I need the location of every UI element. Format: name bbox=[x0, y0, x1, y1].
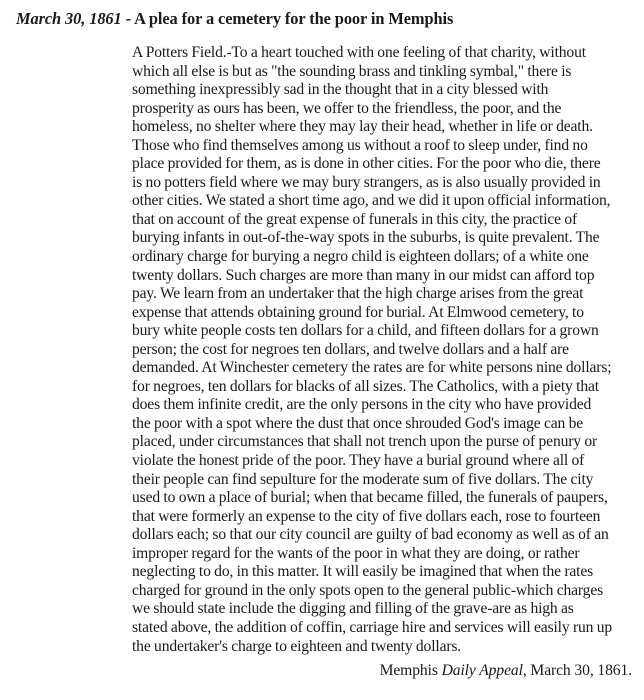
article-line: demanded. At Winchester cemetery the rates are for white persons nine dollars; bbox=[132, 359, 612, 377]
article-line: burying infants in out-of-the-way spots in the suburbs, is quite prevalent. The bbox=[132, 229, 600, 247]
article-line: their people can find sepulture for the moderate sum of five dollars. The city bbox=[132, 470, 594, 488]
heading-date: March 30, 1861 bbox=[16, 9, 122, 28]
article-line: which all else is but as "the sounding brass and tinkling symbal," there is bbox=[132, 62, 572, 80]
citation-city: Memphis bbox=[379, 662, 442, 679]
article-line: place provided for them, as is done in other cities. For the poor who die, there bbox=[132, 155, 601, 173]
document-heading bbox=[16, 9, 636, 29]
article-line: other cities. We stated a short time ago, and we did it upon official information, bbox=[132, 192, 611, 210]
article-line: A Potters Field.-To a heart touched with one feeling of that charity, without bbox=[132, 44, 586, 61]
article-line: the undertaker's charge to eighteen and twenty dollars. bbox=[132, 637, 462, 655]
article-body bbox=[132, 44, 634, 656]
article-line: stated above, the addition of coffin, carriage hire and services will easily run up bbox=[132, 618, 613, 636]
article-line: violate the honest pride of the poor. They have a burial ground where all of bbox=[132, 452, 585, 470]
article-line: the poor with a spot where the dust that once shrouded God's image can be bbox=[132, 414, 584, 432]
article-line: ordinary charge for burying a negro child is eighteen dollars; of a white one bbox=[132, 248, 589, 266]
article-line: pay. We learn from an undertaker that the high charge arises from the great bbox=[132, 285, 584, 303]
citation-date: , March 30, 1861. bbox=[522, 662, 632, 679]
article-line: homeless, no shelter where they may lay their head, whether in life or death. bbox=[132, 118, 593, 136]
citation-paper: Daily Appeal bbox=[441, 662, 523, 679]
article-line: for negroes, ten dollars for blacks of all sizes. The Catholics, with a piety that bbox=[132, 377, 599, 395]
article-line: charged for ground in the only spots open to the general public-which charges bbox=[132, 581, 604, 599]
article-line: used to own a place of burial; when that became filled, the funerals of paupers, bbox=[132, 489, 608, 507]
article-line: we should state include the digging and filling of the grave-are as high as bbox=[132, 600, 574, 618]
article-line: is no potters field where we may bury strangers, as is also usually provided in bbox=[132, 173, 601, 191]
article-line: Those who find themselves among us without a roof to sleep under, find no bbox=[132, 136, 588, 154]
article-line: improper regard for the wants of the poor in what they are doing, or rather bbox=[132, 544, 580, 562]
article-line: neglecting to do, in this matter. It will easily be imagined that when the rates bbox=[132, 563, 594, 581]
article-line: that were formerly an expense to the city of five dollars each, rose to fourteen bbox=[132, 507, 601, 525]
article-line: something inexpressibly sad in the thought that in a city blessed with bbox=[132, 81, 549, 99]
article-line: that on account of the great expense of funerals in this city, the practice of bbox=[132, 210, 578, 228]
article-line: expense that attends obtaining ground for burial. At Elmwood cemetery, to bbox=[132, 303, 584, 321]
article-line: placed, under circumstances that shall not trench upon the purse of penury or bbox=[132, 433, 598, 451]
article-line: prosperity as ours has been, we offer to the friendless, the poor, and the bbox=[132, 99, 562, 117]
article-line: twenty dollars. Such charges are more than many in our midst can afford top bbox=[132, 266, 595, 284]
article-line: does them infinite credit, are the only persons in the city who have provided bbox=[132, 396, 592, 414]
heading-separator: - bbox=[121, 9, 135, 28]
article-line: dollars each; so that our city council are guilty of bad economy as well as of an bbox=[132, 526, 609, 544]
source-citation bbox=[380, 662, 632, 680]
article-line: bury white people costs ten dollars for a child, and fifteen dollars for a grown bbox=[132, 322, 599, 340]
article-line: person; the cost for negroes ten dollars, and twelve dollars and a half are bbox=[132, 340, 569, 358]
heading-title: A plea for a cemetery for the poor in Memphis bbox=[134, 9, 454, 28]
